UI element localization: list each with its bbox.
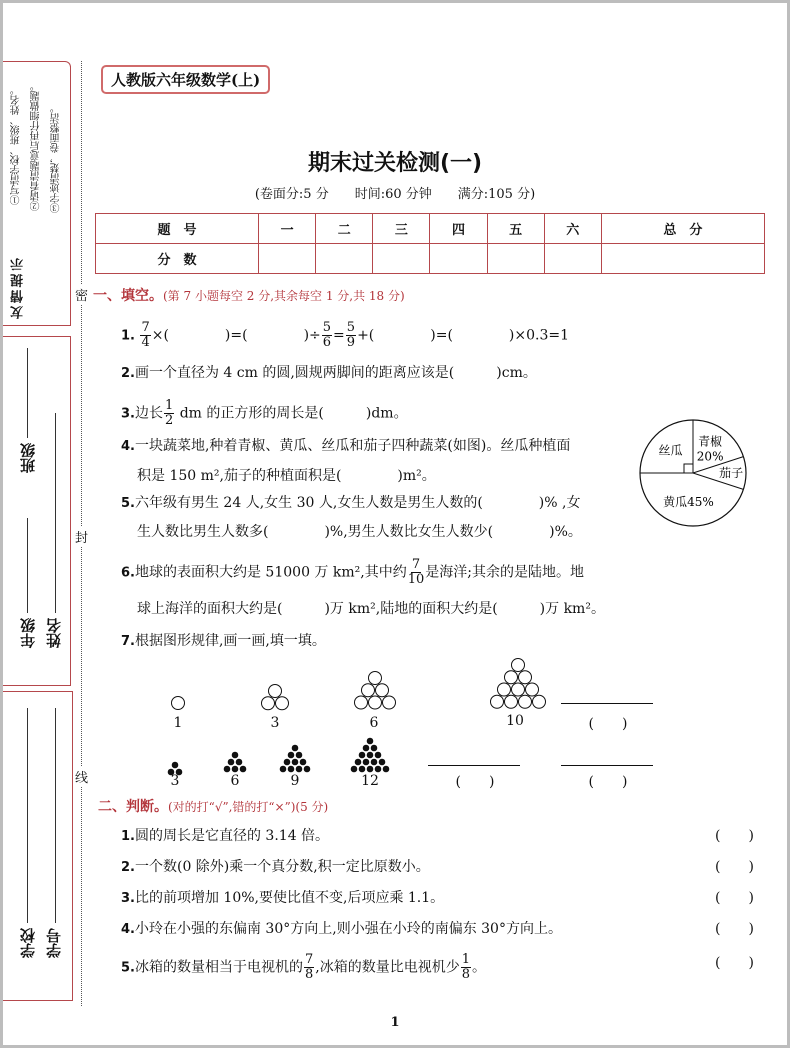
score-cell[interactable] bbox=[430, 244, 487, 274]
table-header-cell: 总 分 bbox=[601, 214, 764, 244]
name-label: 姓名 bbox=[45, 618, 63, 648]
question-text: 是海洋;其余的是陆地。地 bbox=[425, 564, 584, 581]
pattern-label: 3 bbox=[170, 773, 180, 789]
circle bbox=[355, 696, 368, 709]
name-field[interactable] bbox=[55, 413, 56, 613]
question-6: 6.地球的表面积大约是 51000 万 km²,其中约 $\frac{7}{10}$ 是海洋;其余的是陆地。地 bbox=[121, 557, 584, 587]
dot bbox=[375, 766, 381, 772]
circle bbox=[498, 683, 511, 696]
judge-item: 1.圆的周长是它直径的 3.14 倍。 bbox=[121, 828, 330, 844]
table-row-label: 分 数 bbox=[96, 244, 259, 274]
dot bbox=[292, 759, 298, 765]
question-text: +( )=( )×0.3=1 bbox=[357, 327, 570, 344]
circle bbox=[519, 671, 532, 684]
fraction: $\frac{7}{10}$ bbox=[407, 557, 425, 587]
dot bbox=[288, 766, 294, 772]
table-header-cell: 六 bbox=[544, 214, 601, 244]
dot bbox=[296, 752, 302, 758]
seal-mark-feng: 封 bbox=[75, 527, 88, 546]
dot bbox=[280, 766, 286, 772]
class-label: 班级 bbox=[19, 443, 37, 473]
answer-paren[interactable]: ( ) bbox=[715, 890, 754, 906]
question-2: 2.画一个直径为 4 cm 的圆,圆规两脚间的距离应该是( )cm。 bbox=[121, 365, 537, 381]
dot bbox=[367, 752, 373, 758]
fraction: $\frac{1}{2}$ bbox=[164, 398, 174, 428]
seal-mark-xian: 线 bbox=[75, 767, 88, 786]
answer-blank-2[interactable] bbox=[428, 765, 520, 766]
answer-blank-3[interactable] bbox=[561, 765, 653, 766]
fraction: $\frac{5}{9}$ bbox=[346, 320, 356, 350]
answer-paren: ( ) bbox=[588, 716, 628, 732]
question-number: 1. bbox=[121, 328, 135, 344]
pie-label: 青椒 bbox=[698, 434, 723, 449]
answer-blank-1[interactable] bbox=[561, 703, 653, 704]
dot bbox=[232, 752, 238, 758]
circle bbox=[512, 683, 525, 696]
circle bbox=[262, 697, 275, 710]
question-text: 比的前项增加 10%,要使比值不变,后项应乘 1.1。 bbox=[134, 890, 445, 906]
question-5: 5.六年级有男生 24 人,女生 30 人,女生人数是男生人数的( )% ,女 bbox=[121, 495, 581, 511]
question-text: 小玲在小强的东偏南 30°方向上,则小强在小玲的南偏东 30°方向上。 bbox=[134, 921, 562, 937]
table-header-cell: 三 bbox=[373, 214, 430, 244]
score-cell[interactable] bbox=[487, 244, 544, 274]
question-5-cont: 生人数比男生人数多( )%,男生人数比女生人数少( )%。 bbox=[137, 524, 582, 540]
dot bbox=[172, 762, 178, 768]
pattern-label: 3 bbox=[270, 715, 280, 731]
answer-paren[interactable]: ( ) bbox=[715, 859, 754, 875]
question-text: 一块蔬菜地,种着青椒、黄瓜、丝瓜和茄子四种蔬菜(如图)。丝瓜种植面 bbox=[134, 438, 571, 454]
section2-heading: 二、判断。 bbox=[98, 799, 168, 815]
circle bbox=[526, 683, 539, 696]
judge-item: 4.小玲在小强的东偏南 30°方向上,则小强在小玲的南偏东 30°方向上。 bbox=[121, 921, 562, 937]
answer-paren[interactable]: ( ) bbox=[715, 955, 754, 971]
pie-label: 丝瓜 bbox=[658, 443, 683, 458]
series-tag: 人教版六年级数学(上) bbox=[101, 65, 270, 94]
judge-item: 3.比的前项增加 10%,要使比值不变,后项应乘 1.1。 bbox=[121, 890, 445, 906]
vegetable-pie-chart bbox=[633, 413, 753, 533]
score-cell[interactable] bbox=[373, 244, 430, 274]
circle bbox=[505, 695, 518, 708]
grade-label: 年级 bbox=[19, 618, 37, 648]
circle bbox=[512, 659, 525, 672]
dot bbox=[363, 745, 369, 751]
circle bbox=[276, 697, 289, 710]
table-header-cell: 一 bbox=[259, 214, 316, 244]
fraction: $\frac{7}{8}$ bbox=[304, 952, 314, 982]
circle bbox=[269, 685, 282, 698]
tips-title: 友情提示 bbox=[11, 255, 26, 319]
pattern-label: 1 bbox=[173, 715, 183, 731]
dot bbox=[232, 766, 238, 772]
fraction: $\frac{5}{6}$ bbox=[322, 320, 332, 350]
dot bbox=[379, 759, 385, 765]
table-header-cell: 五 bbox=[487, 214, 544, 244]
pattern-label: 6 bbox=[230, 773, 240, 789]
page-number: 1 bbox=[390, 1015, 400, 1030]
circle bbox=[533, 695, 546, 708]
dot bbox=[288, 752, 294, 758]
judge-item: 5.冰箱的数量相当于电视机的 $\frac{7}{8}$ ,冰箱的数量比电视机少 $\frac{1}{8}$ 。 bbox=[121, 952, 486, 982]
dot bbox=[228, 759, 234, 765]
section1-heading: 一、填空。 bbox=[93, 288, 163, 304]
school-field[interactable] bbox=[27, 708, 28, 923]
dot bbox=[296, 766, 302, 772]
question-text: ×( )=( )÷ bbox=[151, 327, 321, 344]
school-label: 学校 bbox=[19, 928, 37, 958]
section1-header bbox=[93, 286, 405, 306]
exam-page bbox=[3, 3, 787, 1045]
score-cell[interactable] bbox=[601, 244, 764, 274]
dot bbox=[351, 766, 357, 772]
exam-info: (卷面分:5 分 时间:60 分钟 满分:105 分) bbox=[254, 187, 536, 202]
student-id-field[interactable] bbox=[55, 708, 56, 923]
section1-note: (第 7 小题每空 2 分,其余每空 1 分,共 18 分) bbox=[163, 289, 405, 303]
tip-3: ③字迹清楚，卷面整洁。 bbox=[51, 103, 62, 213]
circle bbox=[369, 696, 382, 709]
question-7: 7.根据图形规律,画一画,填一填。 bbox=[121, 633, 326, 649]
pattern-label: 9 bbox=[290, 773, 300, 789]
pie-label: 黄瓜45% bbox=[663, 494, 714, 509]
question-6-cont: 球上海洋的面积大约是( )万 km²,陆地的面积大约是( )万 km²。 bbox=[137, 601, 605, 617]
dot bbox=[224, 766, 230, 772]
table-header-cell: 二 bbox=[316, 214, 373, 244]
dot bbox=[367, 738, 373, 744]
score-table bbox=[95, 213, 765, 274]
answer-paren: ( ) bbox=[588, 774, 628, 790]
tip-1: ①写清学校、班级、姓名。 bbox=[11, 85, 22, 205]
dot bbox=[371, 759, 377, 765]
dot bbox=[383, 766, 389, 772]
right-angle-mark bbox=[684, 464, 693, 473]
dot bbox=[240, 766, 246, 772]
question-text: 六年级有男生 24 人,女生 30 人,女生人数是男生人数的( )% ,女 bbox=[134, 495, 581, 511]
table-header-cell: 题 号 bbox=[96, 214, 259, 244]
fraction: $\frac{1}{8}$ bbox=[461, 952, 470, 982]
circle bbox=[491, 695, 504, 708]
score-cell[interactable] bbox=[544, 244, 601, 274]
class-field-tail bbox=[27, 518, 28, 613]
tip-2: ②请看清题意后再仔细做题。 bbox=[31, 81, 42, 211]
circle bbox=[505, 671, 518, 684]
fraction: $\frac{7}{4}$ bbox=[141, 320, 150, 350]
dot bbox=[367, 766, 373, 772]
dot bbox=[363, 759, 369, 765]
question-text: 根据图形规律,画一画,填一填。 bbox=[134, 633, 326, 649]
question-text: dm 的正方形的周长是( )dm。 bbox=[175, 405, 408, 422]
question-4: 4.一块蔬菜地,种着青椒、黄瓜、丝瓜和茄子四种蔬菜(如图)。丝瓜种植面 bbox=[121, 438, 571, 454]
dot bbox=[375, 752, 381, 758]
pattern-label: 10 bbox=[506, 713, 524, 729]
answer-paren: ( ) bbox=[455, 774, 495, 790]
dot bbox=[371, 745, 377, 751]
page-title: 期末过关检测(一) bbox=[307, 151, 483, 176]
section2-header bbox=[98, 797, 328, 817]
pie-label: 茄子 bbox=[719, 466, 744, 480]
answer-paren[interactable]: ( ) bbox=[715, 828, 754, 844]
circle bbox=[369, 672, 382, 685]
answer-paren[interactable]: ( ) bbox=[715, 921, 754, 937]
pattern-label: 6 bbox=[369, 715, 379, 731]
student-id-label: 学号 bbox=[45, 928, 63, 958]
class-field[interactable] bbox=[27, 348, 28, 438]
pie-percent: 20% bbox=[696, 449, 724, 464]
dot bbox=[236, 759, 242, 765]
dot bbox=[359, 766, 365, 772]
seal-mark-mi: 密 bbox=[75, 285, 88, 304]
dot bbox=[355, 759, 361, 765]
dot bbox=[284, 759, 290, 765]
question-text: 圆的周长是它直径的 3.14 倍。 bbox=[134, 828, 330, 844]
pattern-label: 12 bbox=[361, 773, 379, 789]
judge-item: 2.一个数(0 除外)乘一个真分数,积一定比原数小。 bbox=[121, 859, 430, 875]
table-header-cell: 四 bbox=[430, 214, 487, 244]
question-3: 3.边长 $\frac{1}{2}$ dm 的正方形的周长是( )dm。 bbox=[121, 398, 408, 428]
score-cell[interactable] bbox=[259, 244, 316, 274]
circle bbox=[362, 684, 375, 697]
score-cell[interactable] bbox=[316, 244, 373, 274]
question-text: 画一个直径为 4 cm 的圆,圆规两脚间的距离应该是( )cm。 bbox=[134, 365, 537, 381]
section2-note: (对的打“√”,错的打“×”)(5 分) bbox=[168, 800, 329, 814]
question-4-cont: 积是 150 m²,茄子的种植面积是( )m²。 bbox=[137, 468, 436, 484]
dot bbox=[304, 766, 310, 772]
circle bbox=[172, 697, 185, 710]
question-text: 一个数(0 除外)乘一个真分数,积一定比原数小。 bbox=[134, 859, 430, 875]
circle bbox=[376, 684, 389, 697]
circle bbox=[383, 696, 396, 709]
dot bbox=[292, 745, 298, 751]
circle bbox=[519, 695, 532, 708]
question-1: 1. $\frac{7}{4}$ ×( )=( )÷ $\frac{5}{6}$ = $\frac{5}{9}$ +( )=( )×0.3=1 bbox=[121, 320, 570, 350]
dot bbox=[300, 759, 306, 765]
dot bbox=[359, 752, 365, 758]
